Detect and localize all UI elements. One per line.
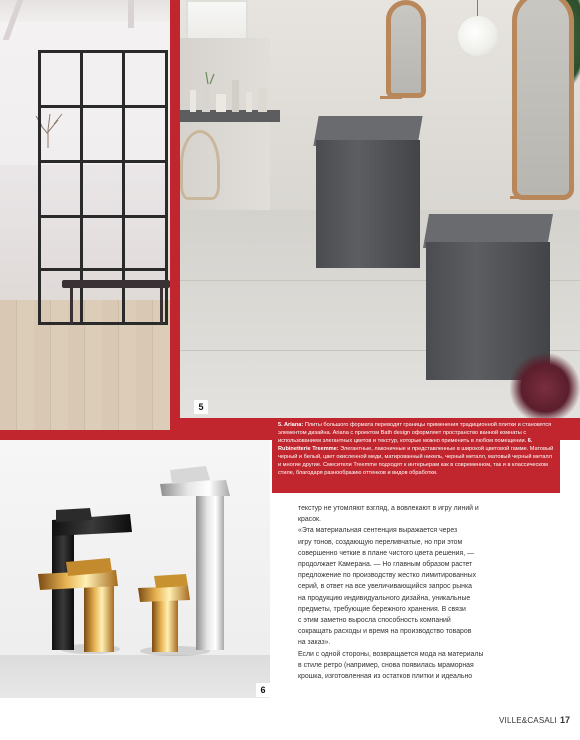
ceiling: [0, 0, 170, 22]
gold-faucet-large: [38, 558, 118, 652]
body-line: «Эта материальная сентенция выражается через: [298, 527, 458, 535]
body-line: серий, в ответ на все увеличивающийся запрос рынка: [298, 583, 472, 591]
article-body-text: [298, 503, 490, 682]
photo-bathroom-pedestals: [180, 0, 580, 418]
skylight-window: [186, 0, 248, 42]
body-line: текстур не утомляют взгляд, а вовлекают в игру линий и: [298, 505, 479, 512]
photo-number-badge: 5: [194, 400, 208, 414]
bench-leg: [160, 288, 163, 324]
body-line: предложение по производству жестко лимитированных: [298, 572, 477, 580]
body-line: красок.: [298, 516, 321, 524]
caption-label-6: 6. Rubinetterie Treemme:: [278, 438, 533, 452]
mirror-left: [386, 0, 426, 98]
body-line: Если с одной стороны, возвращается мода на материалы: [298, 650, 484, 658]
mirror-right: [512, 0, 574, 200]
pendant-lamp: [458, 16, 498, 56]
grid-bar: [38, 268, 168, 271]
brass-faucet: [510, 196, 536, 199]
stone-pedestal-sink: [316, 140, 420, 268]
body-line: сокращать расходы и время на производство товаров: [298, 628, 472, 636]
shelf-bottles: [180, 70, 280, 112]
body-line: на заказ».: [298, 639, 331, 647]
body-line: крошка, изготовленная из остатков плитки и идеально: [298, 673, 473, 681]
photo-caption: [272, 421, 560, 493]
bench: [62, 280, 170, 288]
grid-bar: [38, 215, 168, 218]
faucets-illustration: [0, 440, 270, 698]
page-footer: [470, 710, 570, 728]
body-line: предметы, требующие бережного хранения. В связи: [298, 605, 466, 613]
bench-leg: [70, 288, 73, 324]
photo-room-partition: [0, 0, 170, 430]
photo-number-badge: 6: [256, 683, 270, 697]
body-line: с этим заметно выросла способность компаний: [298, 617, 451, 625]
body-line: продолжает Камерана. — Но главным образом растет: [298, 561, 473, 569]
caption-text-6: Элегантные, лаконичные и представленные в широкой цветовой гамме. Матовый черный и белый, цвет окисленной меди, матированный никель, черный металл, матовый черный металл и многие другие. Смесители Treemme подходят к интерьерам как в современном, так и в классическом стиле, благодаря разнообразию оттенков и видов обработки.: [278, 446, 554, 476]
grid-bar: [38, 105, 168, 108]
page-number: 17: [559, 715, 570, 725]
grid-bar: [38, 160, 168, 163]
caption-text-5: Плиты большого формата переводят границы применения традиционной плитки и становятся элементом дизайна. Ariana с проектом Bath design оформляет пространство ванной комнаты с использованием элегантных цветов и текстур, которые можно применить в любом помещении.: [278, 422, 552, 444]
brass-faucet: [380, 96, 402, 99]
magazine-brand: VILLE&CASALI: [498, 716, 557, 725]
caption-label-5: 5. Ariana:: [278, 422, 304, 428]
flower-decoration: [510, 340, 580, 418]
rattan-chair: [180, 130, 220, 200]
body-line: в стиле ретро (например, снова появилась мраморная: [298, 661, 474, 669]
ceiling-beam: [128, 0, 134, 28]
body-line: на продукцию индивидуального дизайна, уникальные: [298, 594, 471, 602]
body-line: игру тонов, создающую переливчатые, но при этом: [298, 538, 463, 546]
body-line: совершенно четкие в плане чистого цвета решения, —: [298, 549, 474, 557]
photo-faucets: [0, 440, 270, 698]
gold-faucet-small: [138, 574, 190, 652]
